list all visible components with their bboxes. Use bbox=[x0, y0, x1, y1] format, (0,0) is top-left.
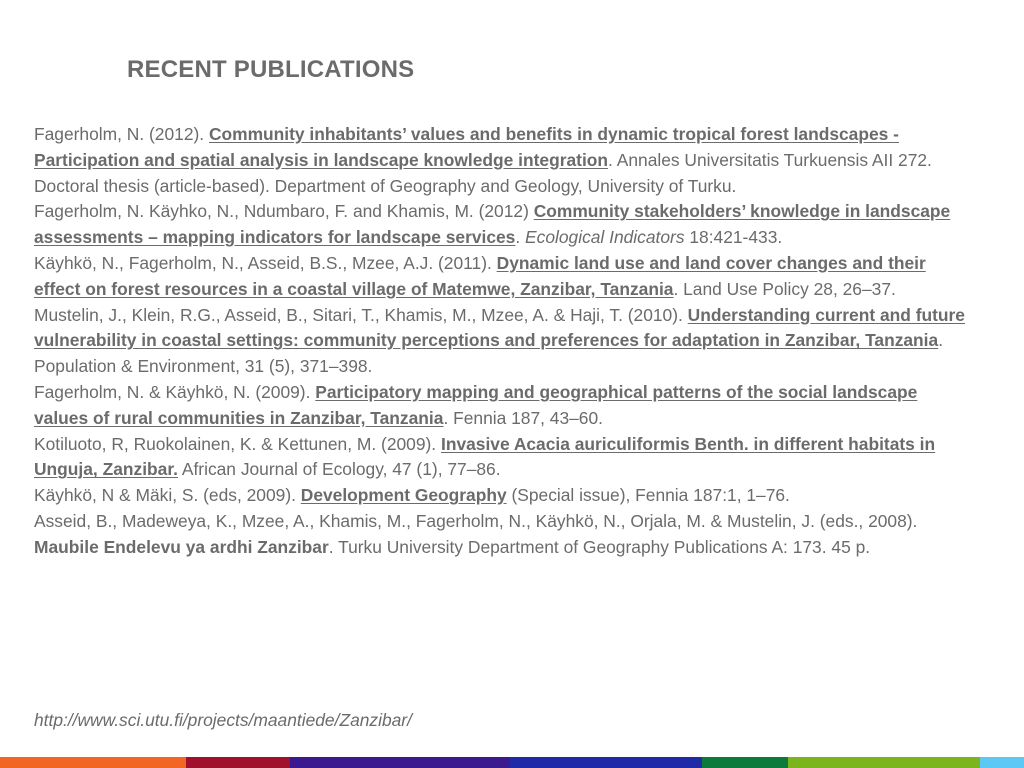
publication-source: . Fennia 187, 43–60. bbox=[443, 407, 603, 428]
publication-link[interactable]: Dynamic land use and land cover changes and their effect on forest resources in a coastal village of Matemwe, Zanzibar, Tanzania bbox=[34, 252, 926, 299]
publication-source: . bbox=[515, 227, 526, 248]
publication-authors: Käyhkö, N & Mäki, S. (eds, 2009). bbox=[34, 485, 301, 506]
publication-source: . Turku University Department of Geography Publications A: 173. 45 p. bbox=[328, 536, 871, 557]
publication-entry bbox=[34, 199, 974, 251]
publication-entry bbox=[34, 483, 974, 509]
publication-entry bbox=[34, 122, 974, 199]
publication-source: African Journal of Ecology, 47 (1), 77–86. bbox=[177, 459, 501, 480]
publication-authors: Kotiluoto, R, Ruokolainen, K. & Kettunen, M. (2009). bbox=[34, 433, 441, 454]
publication-source: 18:421-433. bbox=[684, 227, 783, 248]
publications-list bbox=[34, 122, 974, 561]
stripe-segment-crimson bbox=[186, 757, 290, 768]
page-title: RECENT PUBLICATIONS bbox=[127, 56, 415, 83]
publication-entry bbox=[34, 509, 974, 561]
publication-authors: Fagerholm, N. Käyhko, N., Ndumbaro, F. and Khamis, M. (2012) bbox=[34, 201, 534, 222]
publication-link[interactable]: Community inhabitants’ values and benefits in dynamic tropical forest landscapes - Participation and spatial analysis in landscape knowledge integration bbox=[34, 124, 899, 170]
publication-link[interactable]: Participatory mapping and geographical patterns of the social landscape values of rural communities in Zanzibar, Tanzania bbox=[34, 381, 918, 428]
publication-entry bbox=[34, 251, 974, 303]
footer-color-stripe bbox=[0, 757, 1024, 768]
publication-authors: Käyhkö, N., Fagerholm, N., Asseid, B.S., Mzee, A.J. (2011). bbox=[34, 252, 497, 273]
stripe-segment-lightblue bbox=[980, 757, 1024, 768]
publication-source: (Special issue), Fennia 187:1, 1–76. bbox=[506, 485, 790, 506]
publication-link[interactable]: Understanding current and future vulnerability in coastal settings: community perceptions and preferences for adaptation in Zanzibar, Tanzania bbox=[34, 304, 965, 351]
publication-link[interactable]: Invasive Acacia auriculiformis Benth. in different habitats in Unguja, Zanzibar. bbox=[34, 433, 936, 480]
stripe-segment-purple bbox=[290, 757, 510, 768]
publication-source: . Annales Universitatis Turkuensis AII 272. Doctoral thesis (article-based). Department of Geography and Geology, University of Turku. bbox=[34, 149, 932, 196]
publication-entry bbox=[34, 303, 974, 380]
project-url-link[interactable]: http://www.sci.utu.fi/projects/maantiede/Zanzibar/ bbox=[34, 710, 412, 730]
publication-link[interactable]: Community stakeholders’ knowledge in landscape assessments – mapping indicators for landscape services bbox=[34, 201, 951, 248]
publication-entry bbox=[34, 380, 974, 432]
publication-entry bbox=[34, 432, 974, 484]
stripe-segment-green bbox=[702, 757, 788, 768]
publication-authors: Asseid, B., Madeweya, K., Mzee, A., Khamis, M., Fagerholm, N., Käyhkö, N., Orjala, M. & Mustelin, J. (eds., 2008). bbox=[34, 510, 918, 531]
publication-source: . Land Use Policy 28, 26–37. bbox=[673, 278, 896, 299]
publication-authors: Mustelin, J., Klein, R.G., Asseid, B., Sitari, T., Khamis, M., Mzee, A. & Haji, T. (2010). bbox=[34, 304, 688, 325]
publication-source: . Population & Environment, 31 (5), 371–398. bbox=[34, 330, 944, 377]
journal-name: Ecological Indicators bbox=[525, 227, 685, 248]
stripe-segment-blue bbox=[510, 757, 702, 768]
publication-title: Maubile Endelevu ya ardhi Zanzibar bbox=[34, 536, 329, 557]
stripe-segment-orange bbox=[0, 757, 186, 768]
publication-authors: Fagerholm, N. (2012). bbox=[34, 124, 209, 144]
publication-link[interactable]: Development Geography bbox=[300, 485, 507, 506]
stripe-segment-lime bbox=[788, 757, 980, 768]
publication-authors: Fagerholm, N. & Käyhkö, N. (2009). bbox=[34, 381, 316, 402]
